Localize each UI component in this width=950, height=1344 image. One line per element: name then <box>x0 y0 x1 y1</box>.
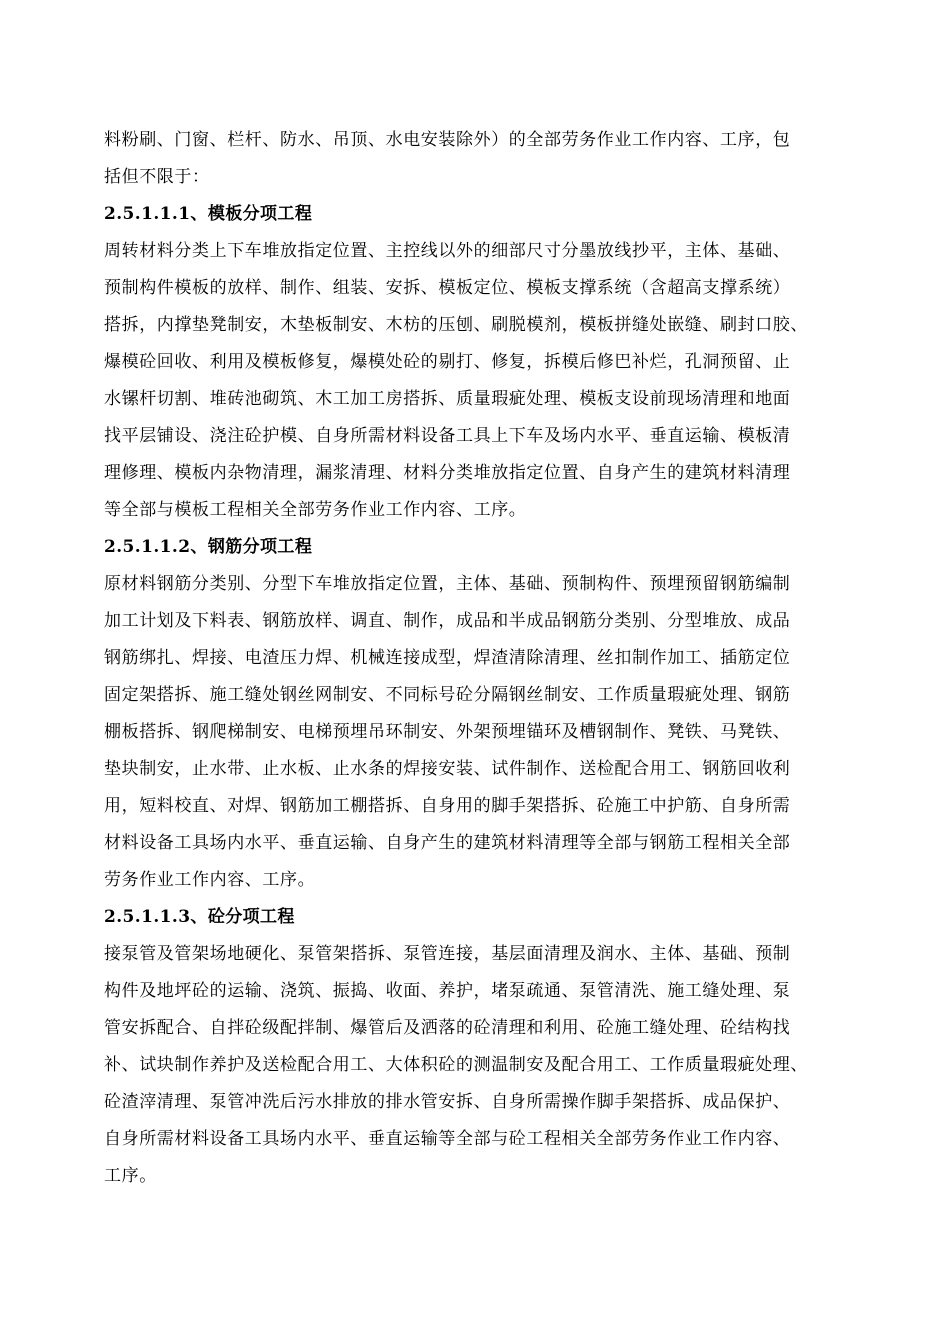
text-line: 搭拆，内撑垫凳制安，木垫板制安、木枋的压刨、刷脱模剂，模板拼缝处嵌缝、刷封口胶、 <box>104 315 808 335</box>
text-line: 等全部与模板工程相关全部劳务作业工作内容、工序。 <box>104 500 527 520</box>
section-heading: 2.5.1.1.2、钢筋分项工程 <box>104 537 313 557</box>
text-line: 加工计划及下料表、钢筋放样、调直、制作，成品和半成品钢筋分类别、分型堆放、成品 <box>104 611 791 631</box>
section-rebar <box>104 529 864 899</box>
text-line: 垫块制安，止水带、止水板、止水条的焊接安装、试件制作、送检配合用工、钢筋回收利 <box>104 759 791 779</box>
text-line: 爆模砼回收、利用及模板修复，爆模处砼的剔打、修复，拆模后修巴补烂，孔洞预留、止 <box>104 352 791 372</box>
section-concrete <box>104 899 864 1195</box>
text-line: 原材料钢筋分类别、分型下车堆放指定位置，主体、基础、预制构件、预埋预留钢筋编制 <box>104 574 791 594</box>
text-line: 用，短料校直、对焊、钢筋加工棚搭拆、自身用的脚手架搭拆、砼施工中护筋、自身所需 <box>104 796 791 816</box>
text-line: 砼渣滓清理、泵管冲洗后污水排放的排水管安拆、自身所需操作脚手架搭拆、成品保护、 <box>104 1092 791 1112</box>
text-line: 预制构件模板的放样、制作、组装、安拆、模板定位、模板支撑系统（含超高支撑系统） <box>104 278 791 298</box>
text-line: 钢筋绑扎、焊接、电渣压力焊、机械连接成型，焊渣清除清理、丝扣制作加工、插筋定位 <box>104 648 791 668</box>
text-line: 接泵管及管架场地硬化、泵管架搭拆、泵管连接，基层面清理及润水、主体、基础、预制 <box>104 944 791 964</box>
text-line: 构件及地坪砼的运输、浇筑、振捣、收面、养护，堵泵疏通、泵管清洗、施工缝处理、泵 <box>104 981 791 1001</box>
text-line: 周转材料分类上下车堆放指定位置、主控线以外的细部尺寸分墨放线抄平，主体、基础、 <box>104 241 791 261</box>
text-line: 固定架搭拆、施工缝处钢丝网制安、不同标号砼分隔钢丝制安、工作质量瑕疵处理、钢筋 <box>104 685 791 705</box>
text-line: 管安拆配合、自拌砼级配拌制、爆管后及洒落的砼清理和利用、砼施工缝处理、砼结构找 <box>104 1018 791 1038</box>
text-line: 工序。 <box>104 1166 157 1186</box>
text-line: 材料设备工具场内水平、垂直运输、自身产生的建筑材料清理等全部与钢筋工程相关全部 <box>104 833 791 853</box>
text-line: 料粉刷、门窗、栏杆、防水、吊顶、水电安装除外）的全部劳务作业工作内容、工序，包 <box>104 130 791 150</box>
text-line: 水镙杆切割、堆砖池砌筑、木工加工房搭拆、质量瑕疵处理、模板支设前现场清理和地面 <box>104 389 791 409</box>
text-line: 自身所需材料设备工具场内水平、垂直运输等全部与砼工程相关全部劳务作业工作内容、 <box>104 1129 791 1149</box>
text-line: 找平层铺设、浇注砼护模、自身所需材料设备工具上下车及场内水平、垂直运输、模板清 <box>104 426 791 446</box>
document-body <box>104 122 864 1195</box>
text-line: 劳务作业工作内容、工序。 <box>104 870 316 890</box>
section-heading: 2.5.1.1.3、砼分项工程 <box>104 907 295 927</box>
section-heading: 2.5.1.1.1、模板分项工程 <box>104 204 313 224</box>
section-formwork <box>104 196 864 529</box>
text-line: 补、试块制作养护及送检配合用工、大体积砼的测温制安及配合用工、工作质量瑕疵处理、 <box>104 1055 808 1075</box>
text-line: 棚板搭拆、钢爬梯制安、电梯预埋吊环制安、外架预埋锚环及槽钢制作、凳铁、马凳铁、 <box>104 722 791 742</box>
text-line: 括但不限于： <box>104 167 210 187</box>
text-line: 理修理、模板内杂物清理，漏浆清理、材料分类堆放指定位置、自身产生的建筑材料清理 <box>104 463 791 483</box>
intro-paragraph <box>104 122 864 196</box>
